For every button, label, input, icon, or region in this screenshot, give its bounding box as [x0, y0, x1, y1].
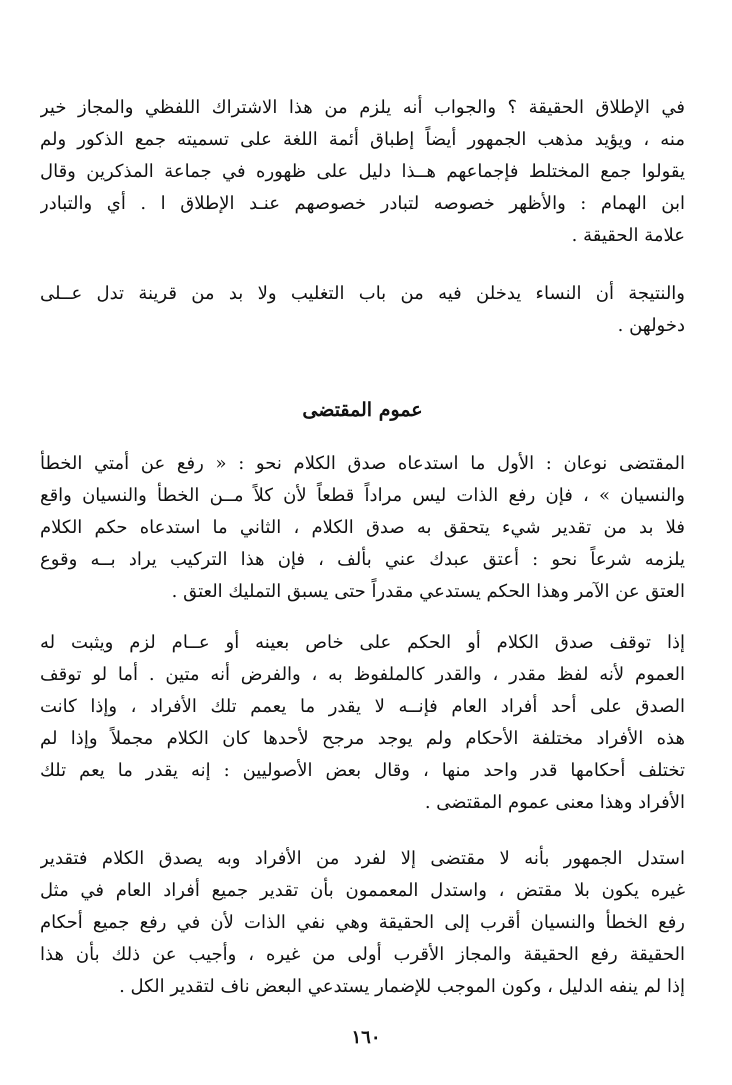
paragraph-4	[40, 627, 685, 819]
paragraph-line: رفع الخطأ والنسيان أقرب إلى الحقيقة وهي نفي الذات لأن في رفع جميع أحكام	[40, 912, 685, 933]
paragraph-line: علامة الحقيقة .	[571, 225, 685, 246]
paragraph-line: الحقيقة رفع الحقيقة والمجاز الأقرب أولى من غيره ، وأجيب عن ذلك بأن هذا	[40, 944, 685, 965]
paragraph-3	[40, 448, 685, 608]
paragraph-line: دخولهن .	[617, 315, 685, 336]
paragraph-line: فلا بد من تقدير شيء يتحقق به صدق الكلام ، الثاني ما استدعاه حكم الكلام	[40, 517, 685, 538]
paragraph-line: والنسيان » ، فإن رفع الذات ليس مراداً قطعاً لأن كلاً مــن الخطأ والنسيان واقع	[40, 485, 685, 506]
paragraph-line: منه ، ويؤيد مذهب الجمهور أيضاً إطباق أئمة اللغة على تسميته جمع الذكور ولم	[40, 129, 685, 150]
section-heading: عموم المقتضى	[302, 399, 423, 421]
paragraph-line: إذا لم ينفه الدليل ، وكون الموجب للإضمار يستدعي البعض ناف لتقدير الكل .	[119, 976, 685, 997]
paragraph-line: ابن الهمام : والأظهر خصوصه لتبادر خصوصهم عنـد الإطلاق ا . أي والتبادر	[40, 193, 685, 214]
page-number: ١٦٠	[351, 1027, 381, 1048]
paragraph-line: غيره يكون بلا مقتض ، واستدل المعممون بأن تقدير جميع أفراد العام في مثل	[40, 880, 685, 901]
paragraph-1	[40, 92, 685, 252]
paragraph-line: العتق عن الآمر وهذا الحكم يستدعي مقدراً حتى يسبق التمليك العتق .	[171, 581, 685, 602]
paragraph-5	[40, 843, 685, 1003]
paragraph-line: يقولوا جمع المختلط فإجماعهم هــذا دليل على ظهوره في جماعة المذكرين وقال	[40, 161, 685, 182]
paragraph-line: إذا توقف صدق الكلام أو الحكم على خاص بعينه أو عــام لزم ويثبت له	[40, 632, 685, 653]
paragraph-line: تختلف أحكامها قدر واحد منها ، وقال بعض الأصوليين : إنه يقدر ما يعم تلك	[40, 760, 685, 781]
paragraph-2	[40, 278, 685, 342]
paragraph-line: الأفراد وهذا معنى عموم المقتضى .	[424, 792, 685, 813]
paragraph-line: الصدق على أحد أفراد العام فإنــه لا يقدر ما يعمم تلك الأفراد ، وإذا كانت	[40, 696, 685, 717]
paragraph-line: المقتضى نوعان : الأول ما استدعاه صدق الكلام نحو : « رفع عن أمتي الخطأ	[40, 453, 685, 474]
paragraph-line: العموم لأنه لفظ مقدر ، والقدر كالملفوظ به ، والفرض أنه متين . أما لو توقف	[40, 664, 685, 685]
paragraph-line: هذه الأفراد مختلفة الأحكام ولم يوجد مرجح لأحدها كان الكلام مجملاً وإذا لم	[40, 728, 685, 749]
paragraph-line: يلزمه شرعاً نحو : أعتق عبدك عني بألف ، فإن هذا التركيب يراد بــه وقوع	[40, 549, 685, 570]
paragraph-line: في الإطلاق الحقيقة ؟ والجواب أنه يلزم من هذا الاشتراك اللفظي والمجاز خير	[40, 97, 685, 118]
paragraph-line: استدل الجمهور بأنه لا مقتضى إلا لفرد من الأفراد وبه يصدق الكلام فتقدير	[40, 848, 685, 869]
paragraph-line: والنتيجة أن النساء يدخلن فيه من باب التغليب ولا بد من قرينة تدل عــلى	[40, 283, 685, 304]
